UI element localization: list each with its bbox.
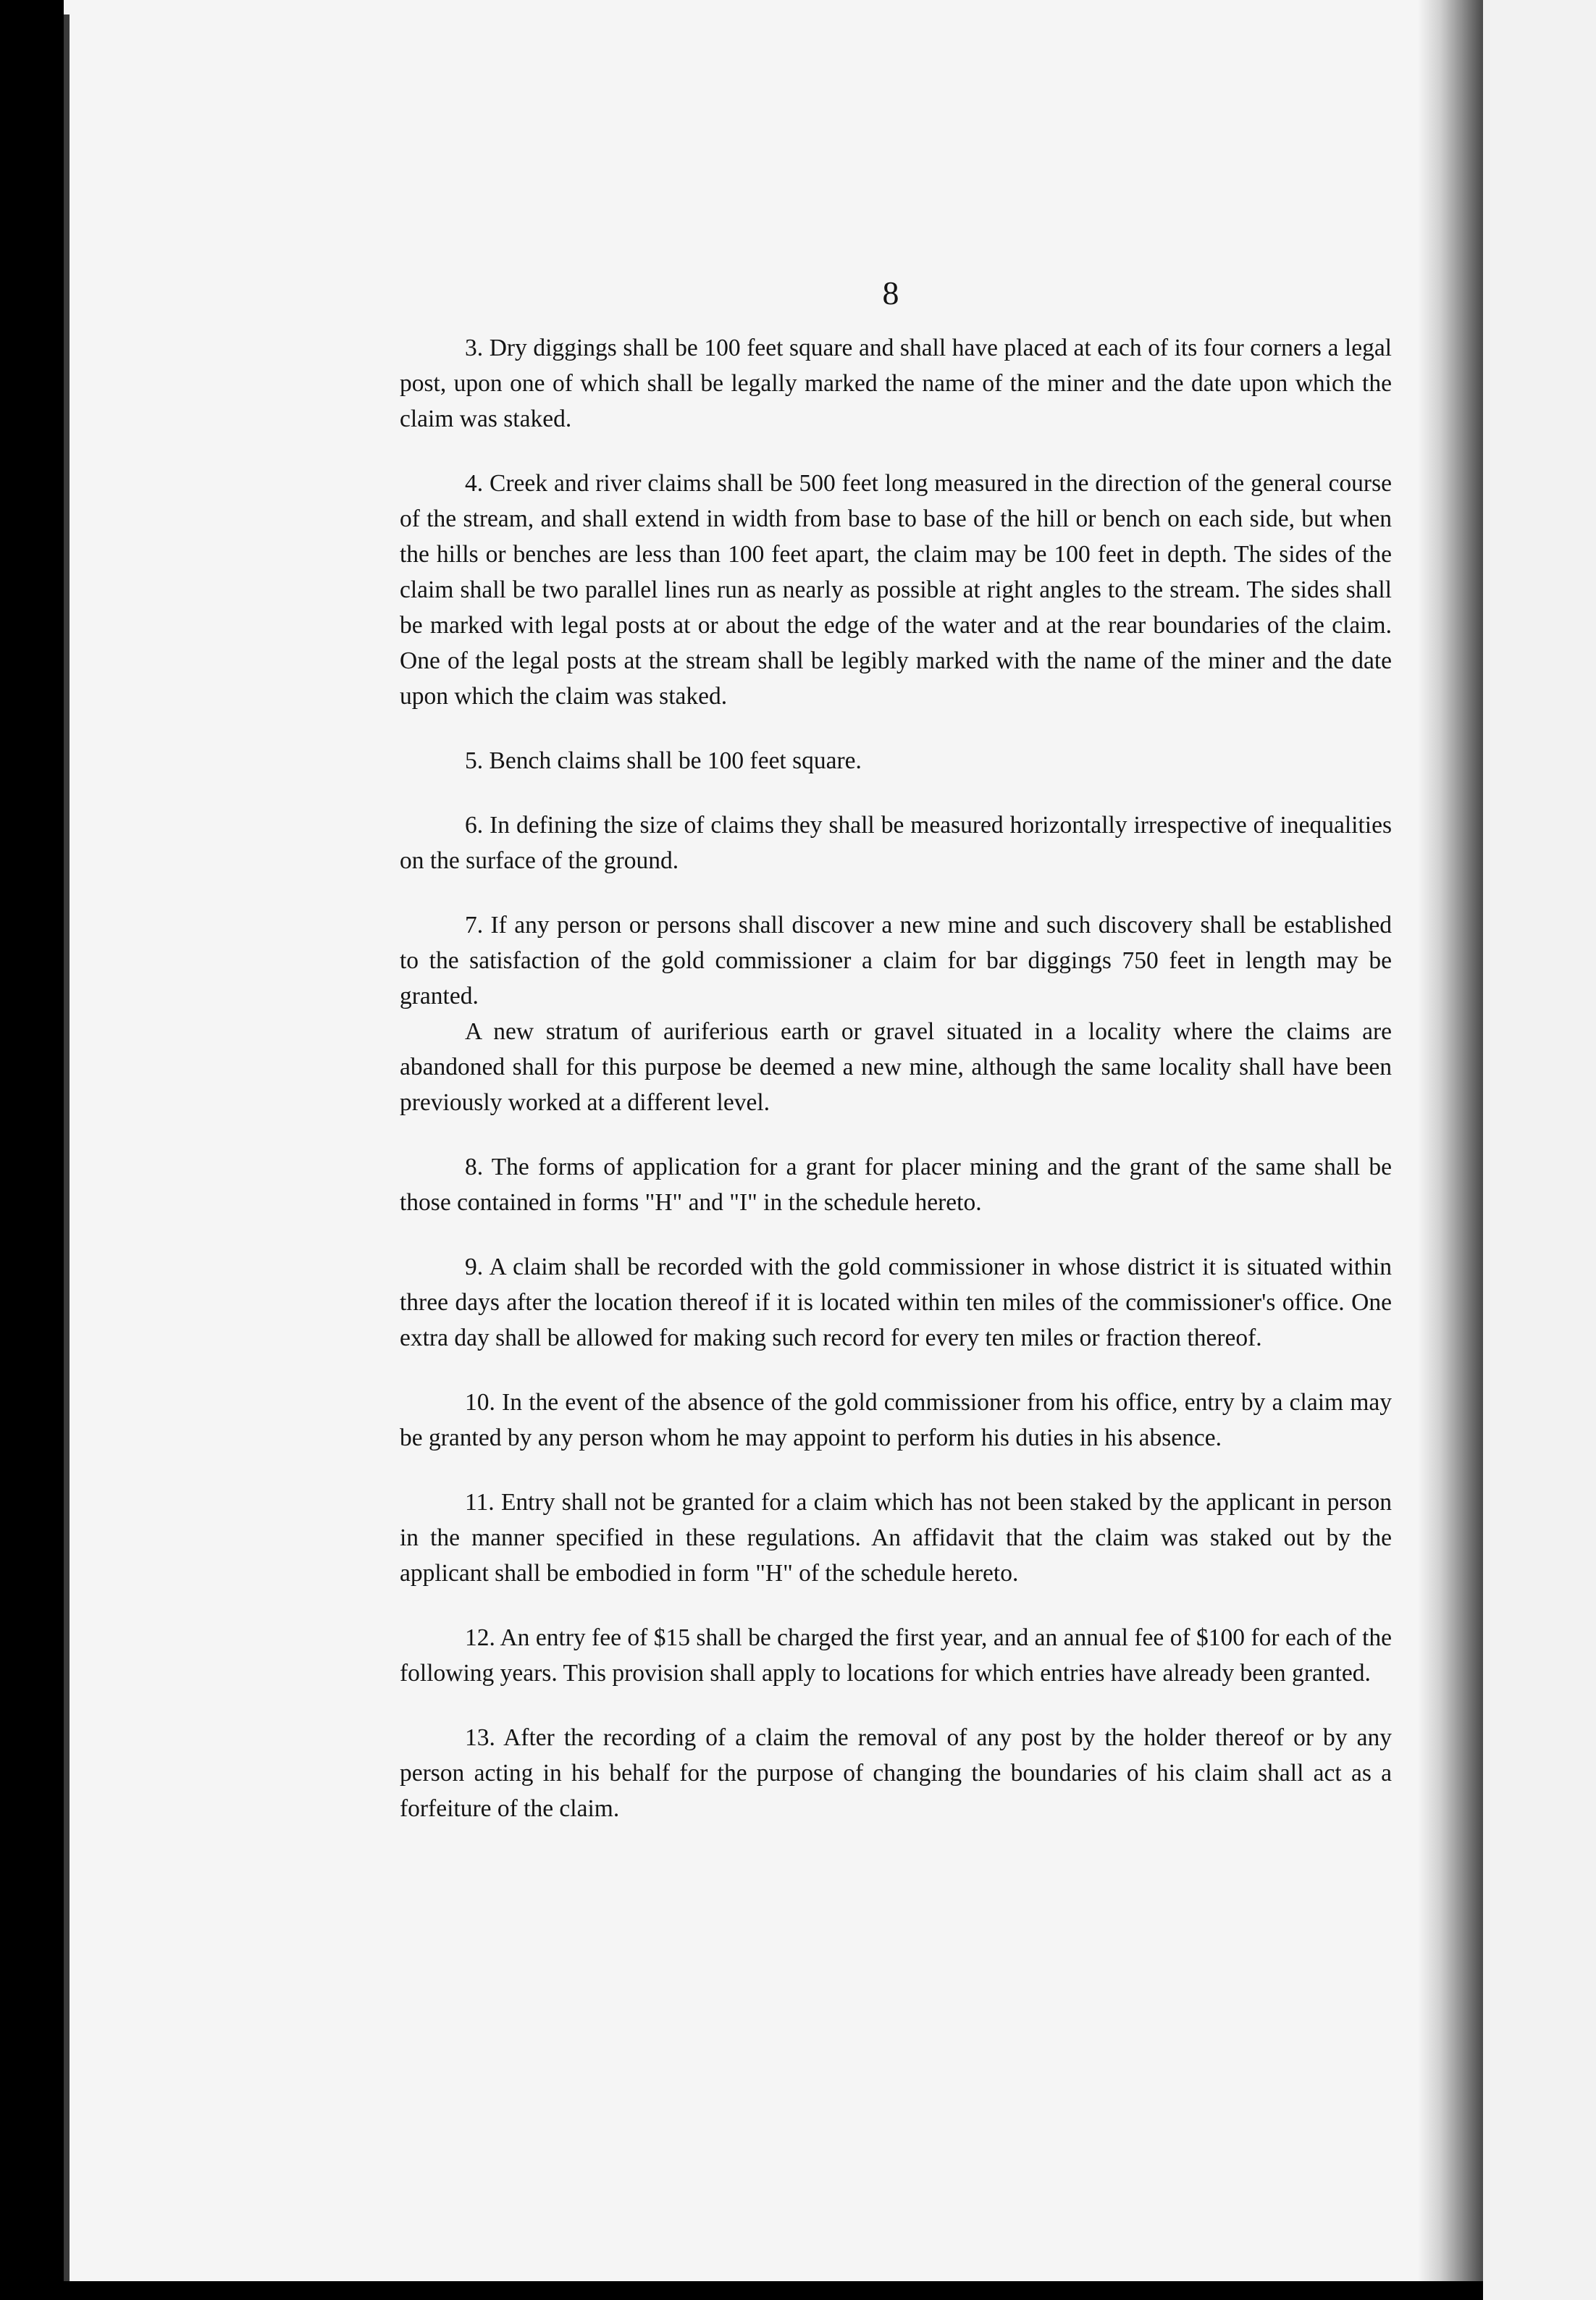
scan-bottom-border bbox=[0, 2281, 1483, 2300]
paragraph-4: 4. Creek and river claims shall be 500 feet long measured in the direction of the general course of the stream, and shall extend in width from base to base of the hill or bench on each side, but when the hills or benches are less than 100 feet apart, the claim may be 100 feet in depth. The sides of the claim shall be two parallel lines run as nearly as possible at right angles to the stream. The sides shall be marked with legal posts at or about the edge of the water and at the rear boundaries of the claim. One of the legal posts at the stream shall be legibly marked with the name of the miner and the date upon which the claim was staked. bbox=[400, 470, 1392, 710]
paragraph-5: 5. Bench claims shall be 100 feet square. bbox=[465, 747, 862, 774]
paragraph-6: 6. In defining the size of claims they shall be measured horizontally irrespective of inequalities on the surface of the ground. bbox=[400, 812, 1392, 874]
facing-page-edge bbox=[1483, 0, 1596, 2300]
paragraph-7: 7. If any person or persons shall discover a new mine and such discovery shall be established to the satisfaction of the gold commissioner a claim for bar diggings 750 feet in length may be granted. bbox=[400, 912, 1392, 1010]
paragraph-9: 9. A claim shall be recorded with the gold commissioner in whose district it is situated within three days after the location thereof if it is located within ten miles of the commissioner's office. One extra day shall be allowed for making such record for every ten miles or fraction thereof. bbox=[400, 1254, 1392, 1351]
binding-gutter-shadow bbox=[1418, 0, 1483, 2281]
regulations-text bbox=[400, 330, 1392, 1855]
paragraph-12: 12. An entry fee of $15 shall be charged the first year, and an annual fee of $100 for each of the following years. This provision shall apply to locations for which entries have already been granted. bbox=[400, 1624, 1392, 1687]
paragraph-13: 13. After the recording of a claim the removal of any post by the holder thereof or by any person acting in his behalf for the purpose of changing the boundaries of his claim shall act as a forfeiture of the claim. bbox=[400, 1724, 1392, 1822]
paragraph-7-continuation: A new stratum of auriferious earth or gravel situated in a locality where the claims are abandoned shall for this purpose be deemed a new mine, although the same locality shall have been previously worked at a different level. bbox=[400, 1018, 1392, 1116]
paragraph-3: 3. Dry diggings shall be 100 feet square and shall have placed at each of its four corners a legal post, upon one of which shall be legally marked the name of the miner and the date upon which the claim was staked. bbox=[400, 335, 1392, 432]
page-left-edge-shadow bbox=[64, 14, 70, 2281]
page-number: 8 bbox=[882, 274, 899, 311]
paragraph-8: 8. The forms of application for a grant for placer mining and the grant of the same shall be those contained in forms "H" and "I" in the schedule hereto. bbox=[400, 1154, 1392, 1216]
paragraph-10: 10. In the event of the absence of the gold commissioner from his office, entry by a claim may be granted by any person whom he may appoint to perform his duties in his absence. bbox=[400, 1389, 1392, 1451]
paragraph-11: 11. Entry shall not be granted for a claim which has not been staked by the applicant in person in the manner specified in these regulations. An affidavit that the claim was staked out by the applicant shall be embodied in form "H" of the schedule hereto. bbox=[400, 1489, 1392, 1587]
